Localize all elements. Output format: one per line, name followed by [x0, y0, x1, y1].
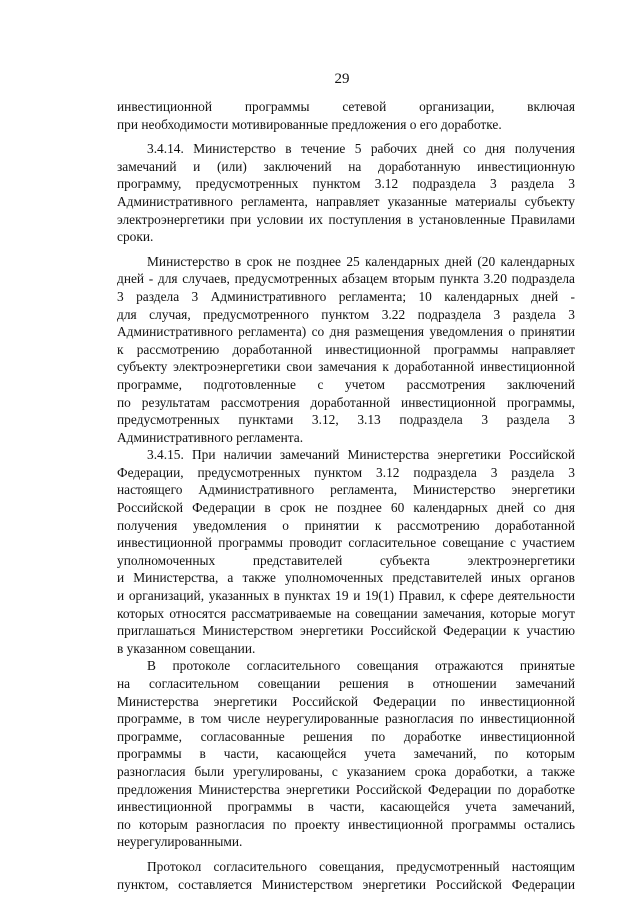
paragraph-protocol-decisions [117, 657, 575, 851]
text-line: Административного регламента. [117, 429, 304, 445]
text-line: настоящего Административного регламента, Министерство энергетики [117, 482, 575, 498]
document-body [117, 98, 575, 893]
text-line: 3.4.15. При наличии замечаний Министерства энергетики Российской [147, 447, 575, 463]
text-line: программе, в том числе неурегулированные разногласия по инвестиционной [117, 711, 575, 727]
text-line: по которым разногласия по проекту инвестиционной программы остались [117, 816, 575, 832]
text-line: электроэнергетики при условии их поступления в установленные Правилами [117, 211, 575, 227]
page-number: 29 [334, 71, 350, 87]
text-line: Российской Федерации в срок не позднее 60 календарных дней со дня [117, 500, 575, 516]
text-line: субъекту электроэнергетики свои замечания к доработанной инвестиционной [117, 359, 575, 375]
text-line: программу, предусмотренных пунктом 3.12 подраздела 3 раздела 3 [117, 176, 575, 192]
text-line: уполномоченных представителей субъекта электроэнергетики [117, 552, 575, 568]
text-line: в указанном совещании. [117, 640, 256, 656]
text-line: и организаций, указанных в пунктах 19 и 19(1) Правил, к сфере деятельности [117, 588, 575, 604]
text-line: дней - для случаев, предусмотренных абзацем вторым пункта 3.20 подраздела [117, 271, 575, 287]
text-line: Министерство в срок не позднее 25 календарных дней (20 календарных [147, 253, 575, 269]
text-line: Министерства энергетики Российской Федерации по инвестиционной [117, 693, 575, 709]
text-line: сроки. [117, 229, 154, 245]
text-line: инвестиционной программы в части, касающейся учета замечаний, [117, 799, 575, 815]
text-line: 3.4.14. Министерство в течение 5 рабочих дней со дня получения [147, 141, 575, 157]
text-line: предложения Министерства энергетики Российской Федерации по доработке [117, 781, 575, 797]
text-line: приглашаться Министерством энергетики Российской Федерации к участию [117, 623, 575, 639]
text-line: к рассмотрению доработанной инвестиционной программы направляет [117, 341, 575, 357]
text-line: и Министерства, а также уполномоченных представителей иных органов [117, 570, 575, 586]
text-line: разногласия были урегулированы, с указанием срока доработки, а также [117, 763, 575, 779]
text-line: неурегулированными. [117, 834, 243, 850]
text-line: при необходимости мотивированные предложения о его доработке. [117, 116, 502, 132]
paragraph-protocol-compiled [117, 858, 575, 893]
paragraph-clause-3-4-14 [117, 140, 575, 246]
text-line: программы в части, касающейся учета замечаний, по которым [117, 746, 575, 762]
text-line: получения уведомления о принятии к рассмотрению доработанной [117, 517, 575, 533]
paragraph-continuation [117, 98, 575, 133]
text-line: В протоколе согласительного совещания отражаются принятые [147, 658, 575, 674]
text-line: которых относятся рассматриваемые на совещании замечания, которые могут [117, 605, 575, 621]
text-line: пунктом, составляется Министерством энергетики Российской Федерации [117, 876, 575, 892]
text-line: 3 раздела 3 Административного регламента; 10 календарных дней - [117, 288, 575, 304]
text-line: предусмотренных пунктами 3.12, 3.13 подраздела 3 раздела 3 [117, 412, 575, 428]
text-line: Административного регламента) со дня размещения уведомления о принятии [117, 324, 575, 340]
text-line: на согласительном совещании решения в отношении замечаний [117, 676, 575, 691]
text-line: программе, согласованные решения по доработке инвестиционной [117, 728, 575, 744]
text-line: Административного регламента, направляет указанные материалы субъекту [117, 193, 575, 209]
text-line: замечаний и (или) заключений на доработанную инвестиционную [117, 158, 575, 174]
text-line: по результатам рассмотрения доработанной инвестиционной программы, [117, 394, 575, 410]
paragraph-clause-3-4-15 [117, 446, 575, 657]
text-line: инвестиционной программы сетевой организации, включая [117, 99, 575, 114]
paragraph-ministry-term [117, 253, 575, 447]
text-line: Федерации, предусмотренных пунктом 3.12 подраздела 3 раздела 3 [117, 464, 575, 480]
text-line: Протокол согласительного совещания, предусмотренный настоящим [147, 858, 575, 874]
text-line: инвестиционной программы проводит согласительное совещание с участием [117, 535, 575, 551]
text-line: программе, подготовленные с учетом рассмотрения заключений [117, 376, 575, 392]
text-line: для случая, предусмотренного пунктом 3.22 подраздела 3 раздела 3 [117, 306, 575, 322]
